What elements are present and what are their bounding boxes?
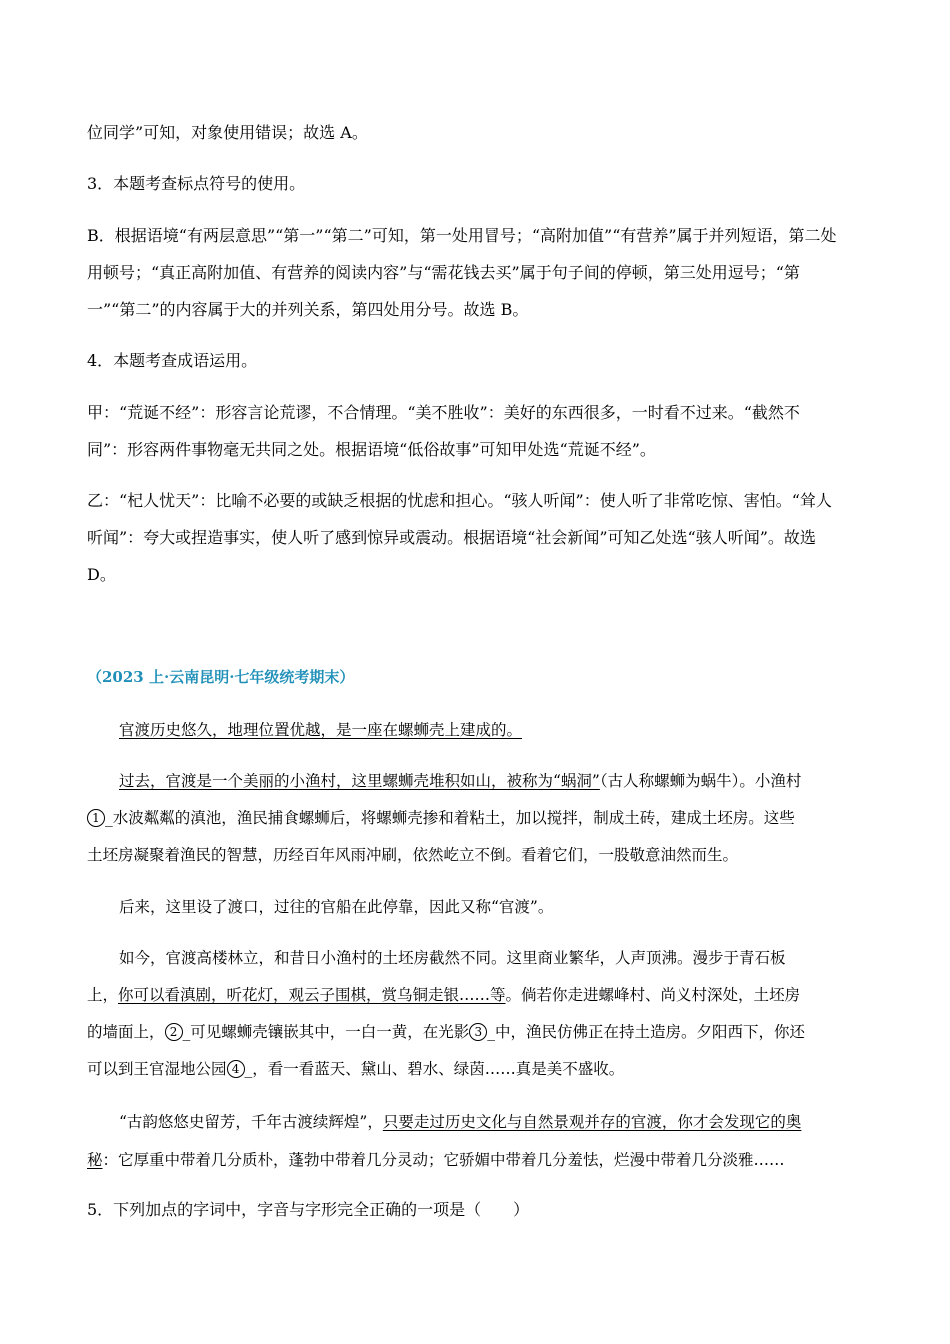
passage-paragraph-3: 后来，这里设了渡口，过往的官船在此停靠，因此又称“官渡”。 [119, 898, 554, 916]
passage-paragraph-1 [119, 720, 522, 740]
passage-line [119, 1112, 801, 1132]
text: 可以到王官湿地公园 [87, 1060, 227, 1078]
answer-line: 甲：“荒诞不经”：形容言论荒谬，不合情理。“美不胜收”：美好的东西很多，一时看不过来。“截然不 [87, 403, 800, 422]
text: _，看一看蓝天、黛山、碧水、绿茵……真是美不盛收。 [244, 1060, 625, 1078]
text: _水波粼粼的滇池，渔民捕食螺蛳后，将螺蛳壳掺和着粘土，加以搅拌，制成土砖，建成土坯房。这些 [105, 809, 795, 827]
text: “古韵悠悠史留芳，千年古渡续辉煌”， [119, 1113, 383, 1131]
text: ：它厚重中带着几分质朴，蓬勃中带着几分灵动；它骄媚中带着几分羞怯，烂漫中带着几分淡雅…… [102, 1151, 785, 1169]
underlined-sentence: 秘 [87, 1151, 103, 1169]
passage-line: 土坯房凝聚着渔民的智慧，历经百年风雨冲刷，依然屹立不倒。看着它们，一股敬意油然而生。 [87, 846, 739, 864]
answer-heading-4: 4．本题考查成语运用。 [87, 351, 258, 370]
answer-line: 同”：形容两件事物毫无共同之处。根据语境“低俗故事”可知甲处选“荒诞不经”。 [87, 440, 656, 459]
underlined-sentence: 你可以看滇剧，听花灯，观云子围棋，赏乌铜走银……等 [118, 986, 506, 1004]
answer-line: 乙：“杞人忧天”：比喻不必要的或缺乏根据的忧虑和担心。“骇人听闻”：使人听了非常吃惊、害怕。“耸人 [87, 491, 832, 510]
blank-marker-3: 3 [469, 1023, 487, 1041]
text: _可见螺蛳壳镶嵌其中，一白一黄，在光影 [182, 1023, 470, 1041]
answer-line: B．根据语境“有两层意思”“第一”“第二”可知，第一处用冒号；“高附加值”“有营养”属于并列短语，第二处 [87, 226, 837, 245]
passage-line [87, 1059, 624, 1079]
answer-heading-3: 3．本题考查标点符号的使用。 [87, 174, 306, 193]
blank-marker-1: 1 [87, 809, 105, 827]
answer-line: 听闻”：夸大或捏造事实，使人听了感到惊异或震动。根据语境“社会新闻”可知乙处选“骇人听闻”。故选 [87, 528, 816, 547]
passage-line: 如今，官渡高楼林立，和昔日小渔村的土坯房截然不同。这里商业繁华，人声顶沸。漫步于青石板 [119, 949, 786, 967]
passage-line [119, 771, 801, 791]
passage-line [87, 808, 795, 828]
underlined-sentence: 过去，官渡是一个美丽的小渔村，这里螺蛳壳堆积如山，被称为“蜗洞” [119, 772, 600, 790]
underlined-sentence: 官渡历史悠久，地理位置优越，是一座在螺蛳壳上建成的。 [119, 721, 523, 739]
blank-marker-4: 4 [227, 1060, 245, 1078]
source-tag: （2023 上·云南昆明·七年级统考期末） [87, 668, 355, 686]
passage-line [87, 985, 800, 1005]
question-5: 5．下列加点的字词中，字音与字形完全正确的一项是（ ） [87, 1200, 530, 1219]
passage-line [87, 1022, 805, 1042]
text: 的墙面上， [87, 1023, 165, 1041]
text: 上， [87, 986, 119, 1004]
answer-line: D。 [87, 565, 116, 584]
text: 。倘若你走进螺峰村、尚义村深处，土坯房 [505, 986, 801, 1004]
underlined-sentence: 只要走过历史文化与自然景观并存的官渡，你才会发现它的奥 [382, 1113, 802, 1131]
answer-line: 用顿号；“真正高附加值、有营养的阅读内容”与“需花钱去买”属于句子间的停顿，第三处用逗号；“第 [87, 263, 800, 282]
passage-line [87, 1150, 785, 1170]
answer-line: 位同学”可知，对象使用错误；故选 A。 [87, 123, 368, 142]
text: _中，渔民仿佛正在持土造房。夕阳西下，你还 [487, 1023, 806, 1041]
blank-marker-2: 2 [165, 1023, 183, 1041]
answer-line: 一”“第二”的内容属于大的并列关系，第四处用分号。故选 B。 [87, 300, 529, 319]
text: （古人称螺蛳为蜗牛）。小渔村 [599, 772, 802, 790]
